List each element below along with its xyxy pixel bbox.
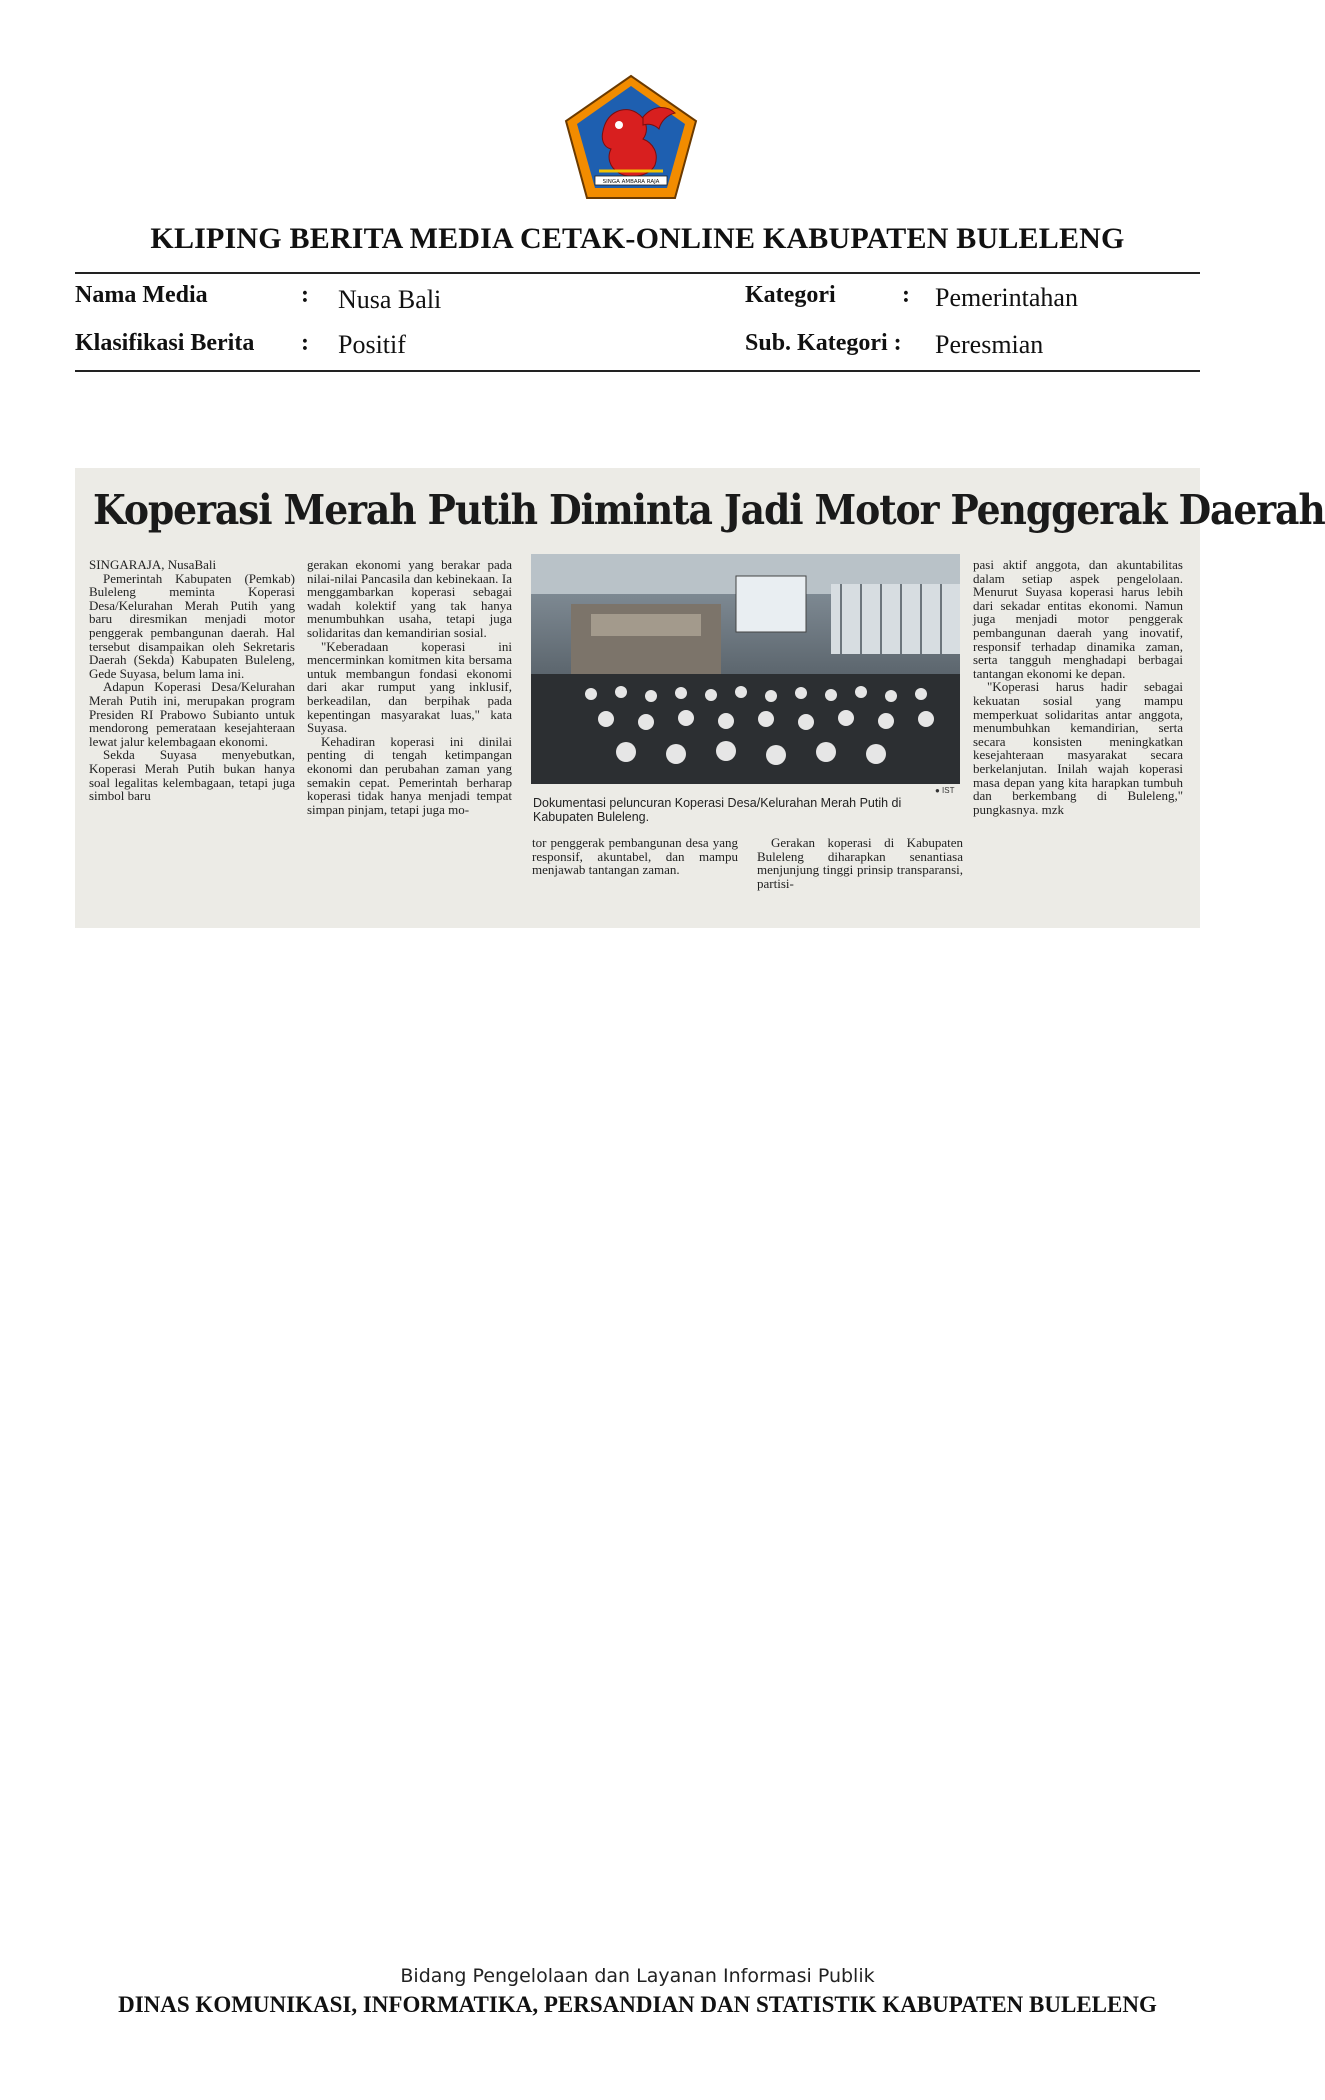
kategori-label: Kategori	[745, 282, 836, 308]
article-column-1	[89, 558, 295, 803]
article-paragraph: SINGARAJA, NusaBali	[89, 557, 217, 572]
article-photo	[531, 554, 960, 784]
photo-caption: Dokumentasi peluncuran Koperasi Desa/Kelurahan Merah Putih di Kabupaten Buleleng.	[533, 796, 902, 824]
kategori-value: Pemerintahan	[935, 283, 1078, 312]
klasifikasi-colon: :	[301, 330, 309, 356]
footer-division: Bidang Pengelolaan dan Layanan Informasi Publik	[400, 1965, 875, 1987]
article-paragraph: "Koperasi harus hadir sebagai kekuatan sosial yang mampu memperkuat solidaritas antar anggota, menumbuhkan kemandirian, serta secara konsisten meningkatkan kesejahteraan masyarakat secara berkelanjutan. Inilah wajah koperasi masa depan yang kita harapkan tumbuh dan berkembang di Buleleng," pungkasnya. mzk	[973, 679, 1183, 817]
article-paragraph: pasi aktif anggota, dan akuntabilitas dalam setiap aspek pengelolaan. Menurut Suyasa koperasi harus lebih dari sekadar entitas ekonomi. Namun juga menjadi motor penggerak pembangunan daerah yang inovatif, responsif terhadap dinamika zaman, serta tangguh menghadapi berbagai tantangan ekonomi ke depan.	[973, 557, 1183, 681]
article-column-5	[973, 558, 1183, 816]
nama-media-value: Nusa Bali	[338, 285, 442, 314]
photo-credit: ● IST	[935, 786, 955, 795]
sub-kategori-value: Peresmian	[935, 330, 1044, 359]
nama-media-colon: :	[301, 282, 309, 308]
article-paragraph: Sekda Suyasa menyebutkan, Koperasi Merah Putih bukan hanya soal legalitas kelembagaan, tetapi juga simbol baru	[89, 747, 295, 804]
article-column-4	[757, 836, 963, 890]
buleleng-crest-logo	[563, 73, 699, 201]
nama-media-label: Nama Media	[75, 282, 208, 308]
footer-agency: DINAS KOMUNIKASI, INFORMATIKA, PERSANDIAN DAN STATISTIK KABUPATEN BULELENG	[118, 1992, 1157, 2017]
article-paragraph: Adapun Koperasi Desa/Kelurahan Merah Putih ini, merupakan program Presiden RI Prabowo Subianto untuk mendorong pemerataan kesejahteraan lewat jalur kelembagaan ekonomi.	[89, 679, 295, 749]
kategori-colon: :	[902, 282, 910, 308]
newspaper-clipping	[75, 468, 1325, 928]
article-paragraph: gerakan ekonomi yang berakar pada nilai-nilai Pancasila dan kebinekaan. Ia menggambarkan koperasi sebagai wadah kolektif yang tak hanya menumbuhkan usaha, tetapi juga solidaritas dan kemandirian sosial.	[307, 557, 512, 640]
article-paragraph: Gerakan koperasi di Kabupaten Buleleng diharapkan senantiasa menjunjung tinggi prinsip transparansi, partisi-	[757, 835, 963, 891]
article-column-2	[307, 558, 512, 816]
article-paragraph: Kehadiran koperasi ini dinilai penting di tengah ketimpangan ekonomi dan perubahan zaman yang semakin cepat. Pemerintah berharap koperasi tidak hanya menjadi tempat simpan pinjam, tetapi juga mo-	[307, 733, 512, 817]
article-paragraph: "Keberadaan koperasi ini mencerminkan komitmen kita bersama untuk membangun fondasi ekonomi dari akar rumput yang inklusif, berkeadilan, dan berpihak pada kepentingan masyarakat luas," kata Suyasa.	[307, 638, 512, 736]
article-paragraph: tor penggerak pembangunan desa yang responsif, akuntabel, dan mampu menjawab tantangan zaman.	[532, 835, 738, 878]
klasifikasi-value: Positif	[338, 330, 406, 359]
sub-kategori-label: Sub. Kategori :	[745, 330, 902, 356]
header-bottom-rule	[75, 370, 1200, 372]
klasifikasi-label: Klasifikasi Berita	[75, 330, 255, 356]
article-headline: Koperasi Merah Putih Diminta Jadi Motor Penggerak Daerah	[93, 486, 1325, 534]
logo-motto: SINGA AMBARA RAJA	[602, 179, 660, 185]
document-title: KLIPING BERITA MEDIA CETAK-ONLINE KABUPATEN BULELENG	[150, 222, 1125, 255]
article-paragraph: Pemerintah Kabupaten (Pemkab) Buleleng meminta Koperasi Desa/Kelurahan Merah Putih yang baru diresmikan menjadi motor penggerak pembangunan daerah. Hal tersebut disampaikan oleh Sekretaris Daerah (Sekda) Kabupaten Buleleng, Gede Suyasa, belum lama ini.	[89, 570, 295, 681]
header-top-rule	[75, 272, 1200, 274]
article-column-3	[532, 836, 738, 877]
